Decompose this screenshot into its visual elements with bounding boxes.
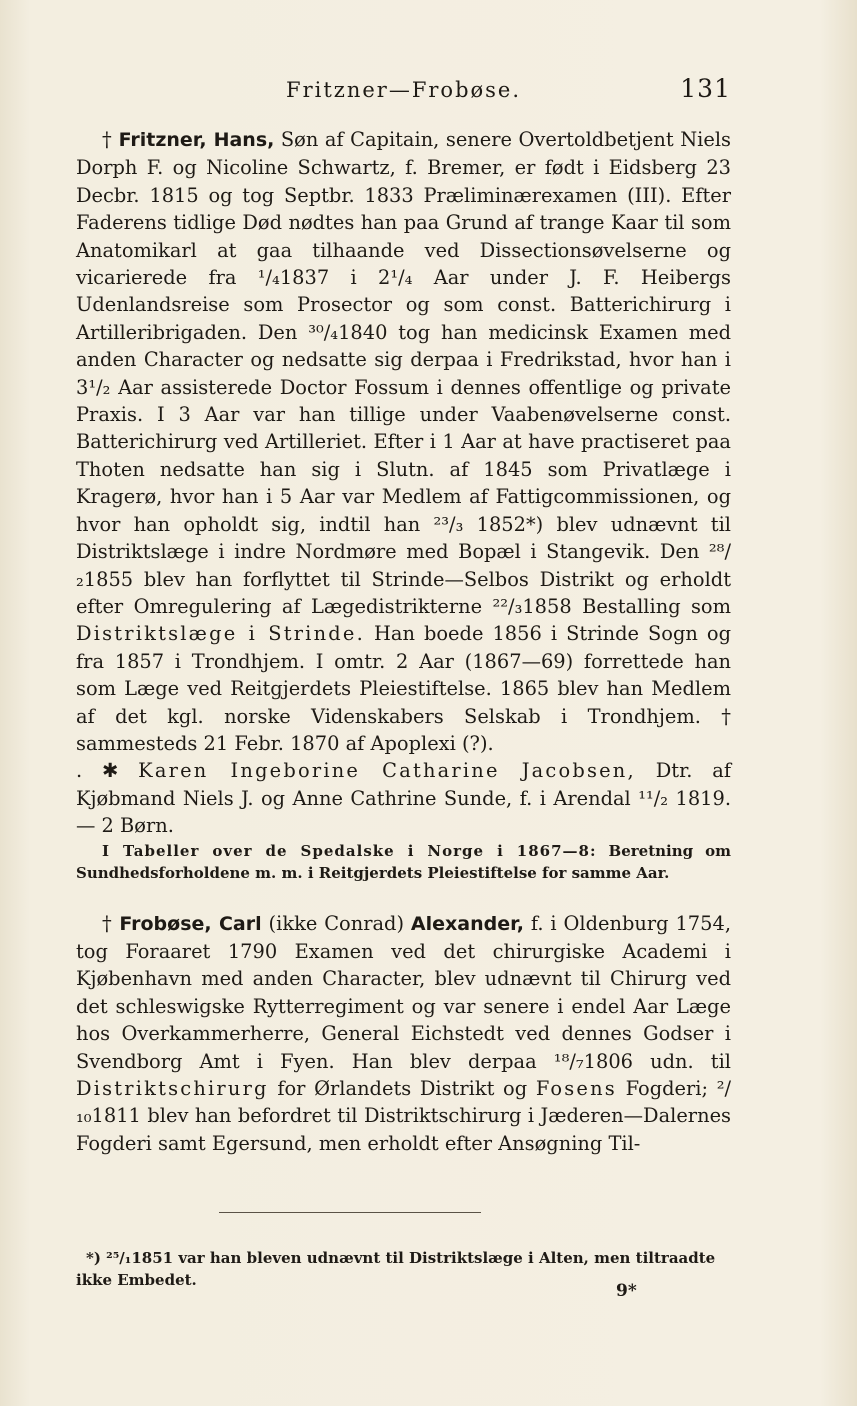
signature-mark: 9* xyxy=(616,1281,637,1301)
entry-text: Fogderi; xyxy=(616,1077,717,1100)
fraction: ¹⁸/₇ xyxy=(553,1049,584,1073)
office-title: Distriktslæge i Strinde. xyxy=(76,622,365,646)
marriage-mark: . ✱ xyxy=(76,759,139,783)
publication-text: Beretning om Sundhedsforholdene m. m. i Reitgjerdets Pleiestiftelse for samme Aar. xyxy=(76,841,731,882)
entry-text: Søn af Capitain, senere Overtoldbetjent Niels Dorph F. og Nicoline Schwartz, f. Bremer, er født i Eidsberg 23 Decbr. 1815 og tog Septbr. 1833 Præliminærexamen (III). Efter Faderens tidlige Død nødtes han paa Grund af trange Kaar til som Anatomikarl at gaa tilhaande ved Dissectionsøvelserne og vicarierede fra xyxy=(76,128,731,290)
spouse-text: 1819. — 2 Børn. xyxy=(76,786,731,838)
entry-name: Frobøse, Carl xyxy=(119,912,262,935)
entry-text: 1806 udn. til xyxy=(583,1049,731,1073)
entry-text: for Ørlandets Distrikt og xyxy=(268,1077,536,1100)
page-number: 131 xyxy=(680,74,731,103)
dagger-mark: † xyxy=(102,128,113,151)
spouse-name: Karen Ingeborine Catharine Jacobsen, xyxy=(138,759,636,783)
footnote-divider xyxy=(219,1212,481,1213)
entry-name: Alexander, xyxy=(410,912,524,935)
publication-title: I Tabeller over de Spedalske i Norge i 1867—8: xyxy=(102,841,597,860)
publication-note xyxy=(76,840,731,884)
entry-text: 1855 blev han forflyttet til Strinde—Selbos Distrikt og erholdt efter Omregulering af Lægedistrikterne xyxy=(76,567,731,618)
entry-text: 1852*) blev udnævnt til Distriktslæge i indre Nordmøre med Bopæl i Stangevik. Den xyxy=(76,512,731,564)
entry-text: (ikke Conrad) xyxy=(261,911,411,935)
fraction: ²⁵/₁ xyxy=(106,1249,132,1267)
entry-text: f. i Oldenburg 1754, tog Foraaret 1790 Examen ved det chirurgiske Academi i Kjøbenhavn med anden Character, blev udnævnt til Chirurg ved det schleswigske Rytterregiment og var senere i endel Aar Læge hos Overkammerherre, General Eichstedt ved dennes Godser i Svendborg Amt i Fyen. Han blev derpaa xyxy=(76,911,731,1073)
fraction: ¹¹/₂ xyxy=(638,786,669,810)
fraction: ²/₁₀ xyxy=(76,1077,731,1128)
entry-text: Han boede 1856 i Strinde Sogn og fra 1857 i Trondhjem. I omtr. 2 Aar (1867—69) forrettede han som Læge ved Reitgjerdets Pleiestiftelse. 1865 blev han Medlem af det kgl. norske Videnskabers Selskab i Trondhjem. † sammesteds 21 Febr. 1870 af Apoplexi (?). xyxy=(76,622,731,755)
page-header xyxy=(76,72,731,108)
dagger-mark: † xyxy=(102,911,113,935)
footnote-mark: *) xyxy=(86,1249,107,1267)
fraction: ²³/₃ xyxy=(433,512,464,536)
footnote-text: 1851 var han bleven udnævnt til Distriktslæge i Alten, men tiltraadte ikke Embedet. xyxy=(76,1249,716,1289)
entry-text: 1811 blev han befordret til Distriktschirurg i Jæderen—Dalernes Fogderi samt Egersund, men erholdt efter Ansøgning Til- xyxy=(76,1104,731,1155)
office-title: Distriktschirurg xyxy=(76,1077,269,1100)
entry-name: Fritzner, Hans, xyxy=(118,129,275,151)
fraction: ³⁰/₄ xyxy=(308,320,339,344)
entry-text: 1840 tog han medicinsk Examen med anden Character og nedsatte sig derpaa i Fredrikstad, hvor han i 3 xyxy=(76,320,731,399)
running-head: Fritzner—Frobøse. xyxy=(286,78,522,102)
fraction: ²²/₃ xyxy=(492,594,523,618)
entry-text: 1858 Bestalling som xyxy=(522,594,731,618)
biography-entry-frobose xyxy=(76,910,731,1158)
entry-text: 1837 i 2 xyxy=(279,266,391,290)
fraction: ¹/₂ xyxy=(88,375,111,399)
biography-entry-fritzner xyxy=(76,126,731,884)
fraction: ¹/₄ xyxy=(257,266,280,290)
entry-text: Aar assisterede Doctor Fossum i dennes offentlige og private Praxis. I 3 Aar var han tillige under Vaabenøvelserne const. Batterichirurg ved Artilleriet. Efter i 1 Aar at have practiseret paa Thoten nedsatte han sig i Slutn. af 1845 som Privatlæge i Kragerø, hvor han i 5 Aar var Medlem af Fattigcommissionen, og hvor han opholdt sig, indtil han xyxy=(76,375,731,536)
spouse-text: Dtr. af Kjøbmand Niels J. og Anne Cathrine Sunde, f. i Arendal xyxy=(76,759,731,810)
fraction: ¹/₄ xyxy=(390,266,413,290)
entry-paragraph xyxy=(76,910,731,1158)
office-title: Fosens xyxy=(535,1077,617,1100)
page-body xyxy=(76,126,731,1157)
entry-paragraph xyxy=(76,126,731,757)
entry-text: Aar under J. F. Heibergs Udenlandsreise som Prosector og som const. Batterichirurg i Artilleribrigaden. Den xyxy=(76,266,731,344)
fraction: ²⁸/₂ xyxy=(76,540,731,591)
spouse-line xyxy=(76,757,731,839)
